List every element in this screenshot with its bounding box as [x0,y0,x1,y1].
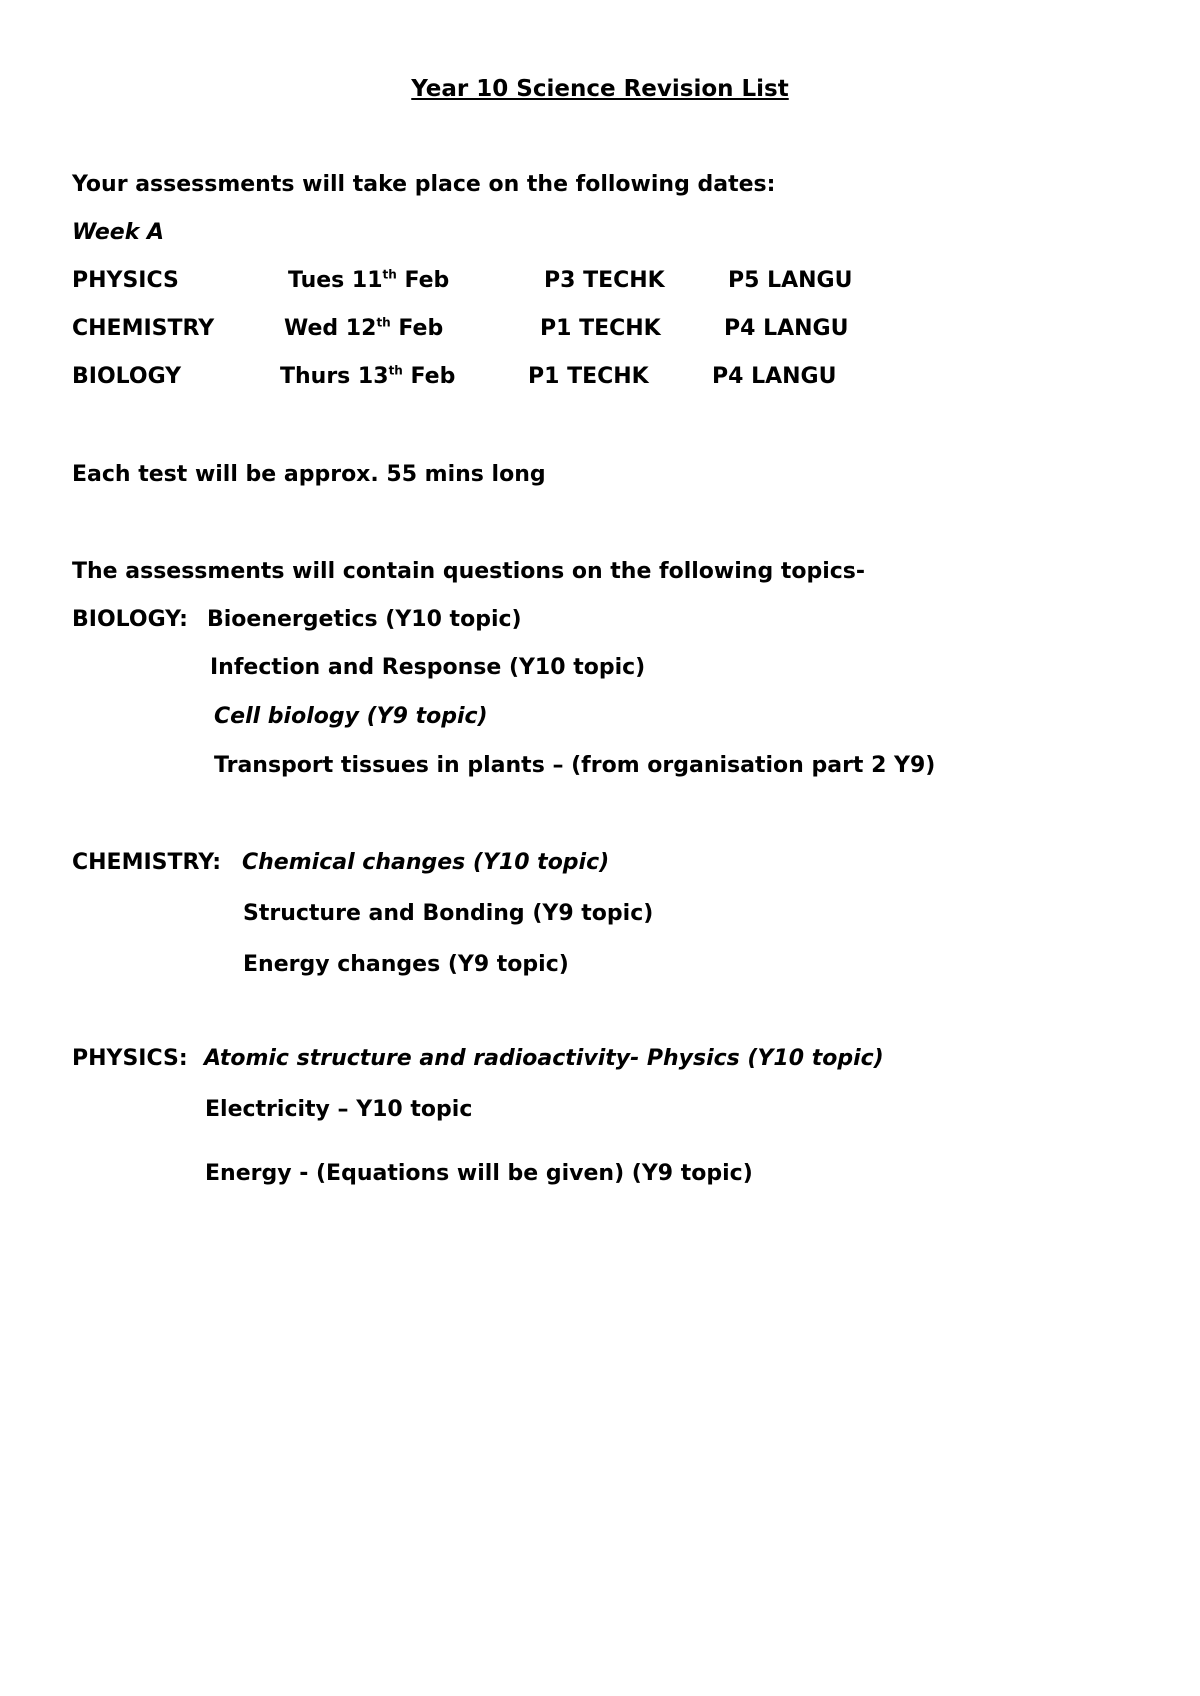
schedule-day: Wed 12 [284,316,377,341]
chemistry-topic: Energy changes (Y9 topic) [243,952,569,977]
schedule-day: Thurs 13 [280,364,389,389]
physics-topic: Electricity – Y10 topic [205,1097,473,1122]
chemistry-label: CHEMISTRY: [72,850,222,875]
schedule-subject: CHEMISTRY [72,316,215,341]
schedule-session-1: P3 TECHK [544,268,665,293]
schedule-session-2: P4 LANGU [712,364,837,389]
schedule-session-2: P5 LANGU [728,268,853,293]
biology-topic: Cell biology (Y9 topic) [214,704,488,729]
schedule-day-suffix: th [376,315,391,330]
physics-label: PHYSICS: [72,1046,188,1071]
schedule-month: Feb [404,268,450,293]
schedule-month: Feb [398,316,444,341]
schedule-date [284,316,443,341]
schedule-month: Feb [410,364,456,389]
topics-intro: The assessments will contain questions on the following topics- [72,559,866,584]
schedule-subject: BIOLOGY [72,364,182,389]
week-label: Week A [72,220,165,245]
schedule-session-2: P4 LANGU [724,316,849,341]
biology-label: BIOLOGY: [72,607,188,632]
chemistry-topic: Structure and Bonding (Y9 topic) [243,901,654,926]
schedule-session-1: P1 TECHK [528,364,649,389]
schedule-session-1: P1 TECHK [540,316,661,341]
schedule-date [288,268,449,293]
schedule-date [280,364,455,389]
physics-topic: Energy - (Equations will be given) (Y9 topic) [205,1161,753,1186]
document-title: Year 10 Science Revision List [411,76,789,102]
duration-text: Each test will be approx. 55 mins long [72,462,546,487]
schedule-day-suffix: th [388,363,403,378]
intro-text: Your assessments will take place on the following dates: [72,172,776,197]
schedule-day-suffix: th [382,267,397,282]
chemistry-topic: Chemical changes (Y10 topic) [242,850,610,875]
biology-topic: Bioenergetics (Y10 topic) [207,607,522,632]
physics-topic: Atomic structure and radioactivity- Physics (Y10 topic) [204,1046,884,1071]
biology-topic: Transport tissues in plants – (from organisation part 2 Y9) [214,753,936,778]
biology-topic: Infection and Response (Y10 topic) [210,655,646,680]
schedule-day: Tues 11 [288,268,383,293]
schedule-subject: PHYSICS [72,268,179,293]
